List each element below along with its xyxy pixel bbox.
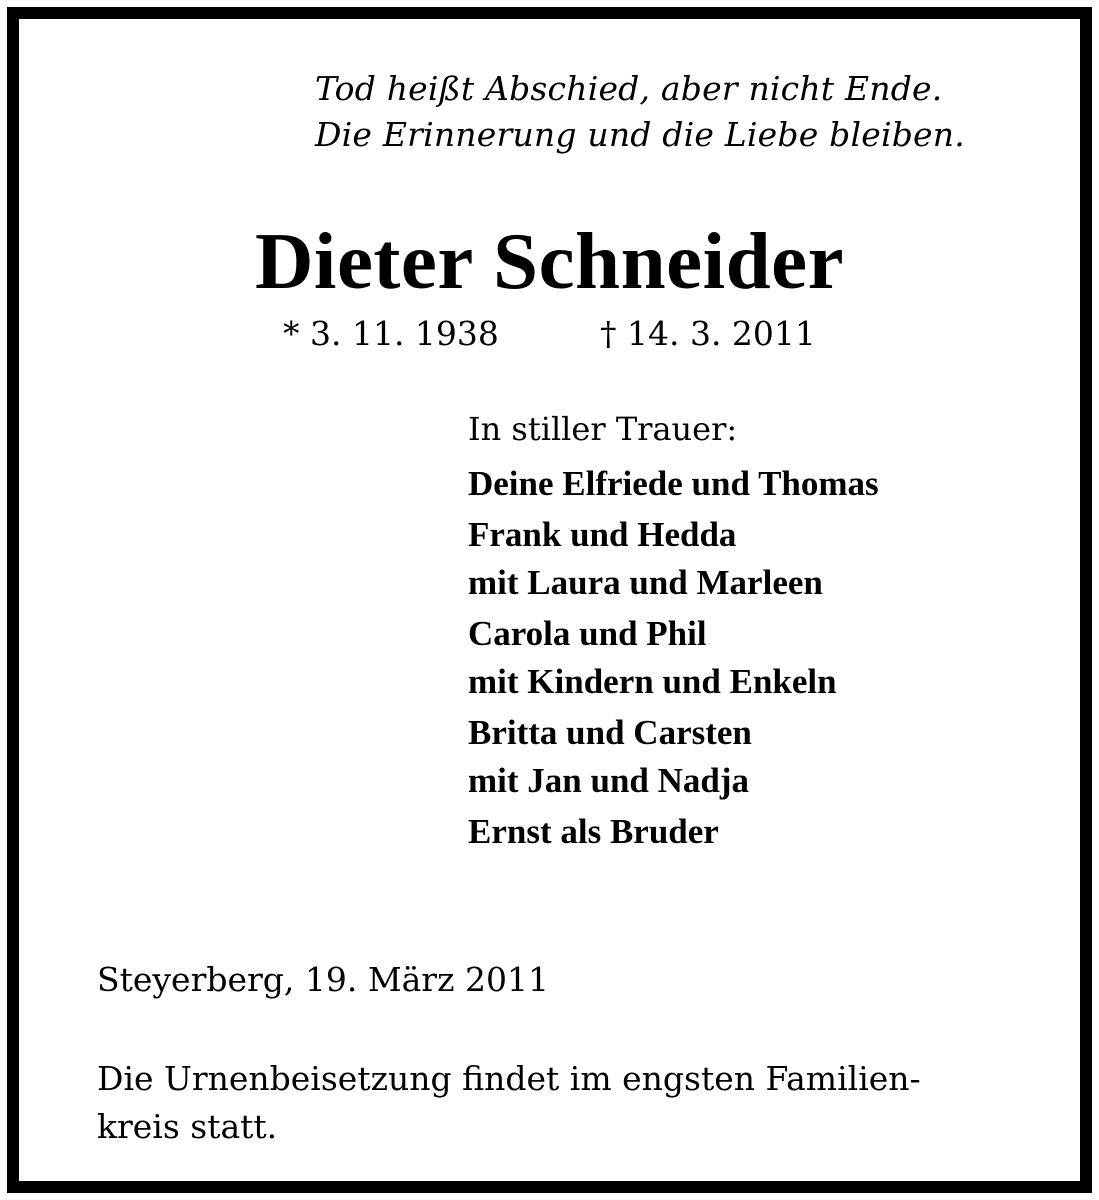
mourner-line: Britta und Carsten xyxy=(468,713,752,752)
burial-notice xyxy=(97,1055,921,1151)
notice-line-1: Die Urnenbeisetzung findet im engsten Familien- xyxy=(97,1059,921,1098)
mourner-line: mit Laura und Marleen xyxy=(468,563,823,602)
mourner-line: mit Kindern und Enkeln xyxy=(468,662,837,701)
mourner-line: Frank und Hedda xyxy=(468,515,737,554)
mourner-line: Carola und Phil xyxy=(468,614,707,653)
place-and-date: Steyerberg, 19. März 2011 xyxy=(97,960,549,999)
mourner-group xyxy=(468,511,879,607)
motto-line-1: Tod heißt Abschied, aber nicht Ende. xyxy=(315,69,943,108)
motto-line-2: Die Erinnerung und die Liebe bleiben. xyxy=(315,115,965,154)
mourner-group xyxy=(468,808,879,856)
mourners-list xyxy=(468,407,879,859)
death-date: † 14. 3. 2011 xyxy=(600,314,816,353)
mourner-line: mit Jan und Nadja xyxy=(468,761,750,800)
mourner-line: Ernst als Bruder xyxy=(468,812,719,851)
mourner-line: Deine Elfriede und Thomas xyxy=(468,464,879,503)
notice-line-2: kreis statt. xyxy=(97,1107,278,1146)
birth-date: * 3. 11. 1938 xyxy=(283,314,499,353)
mourner-group xyxy=(468,610,879,706)
mourning-intro: In stiller Trauer: xyxy=(468,410,738,448)
deceased-name: Dieter Schneider xyxy=(254,216,845,306)
mourner-group xyxy=(468,460,879,508)
mourner-group xyxy=(468,709,879,805)
motto-quote xyxy=(315,66,965,158)
